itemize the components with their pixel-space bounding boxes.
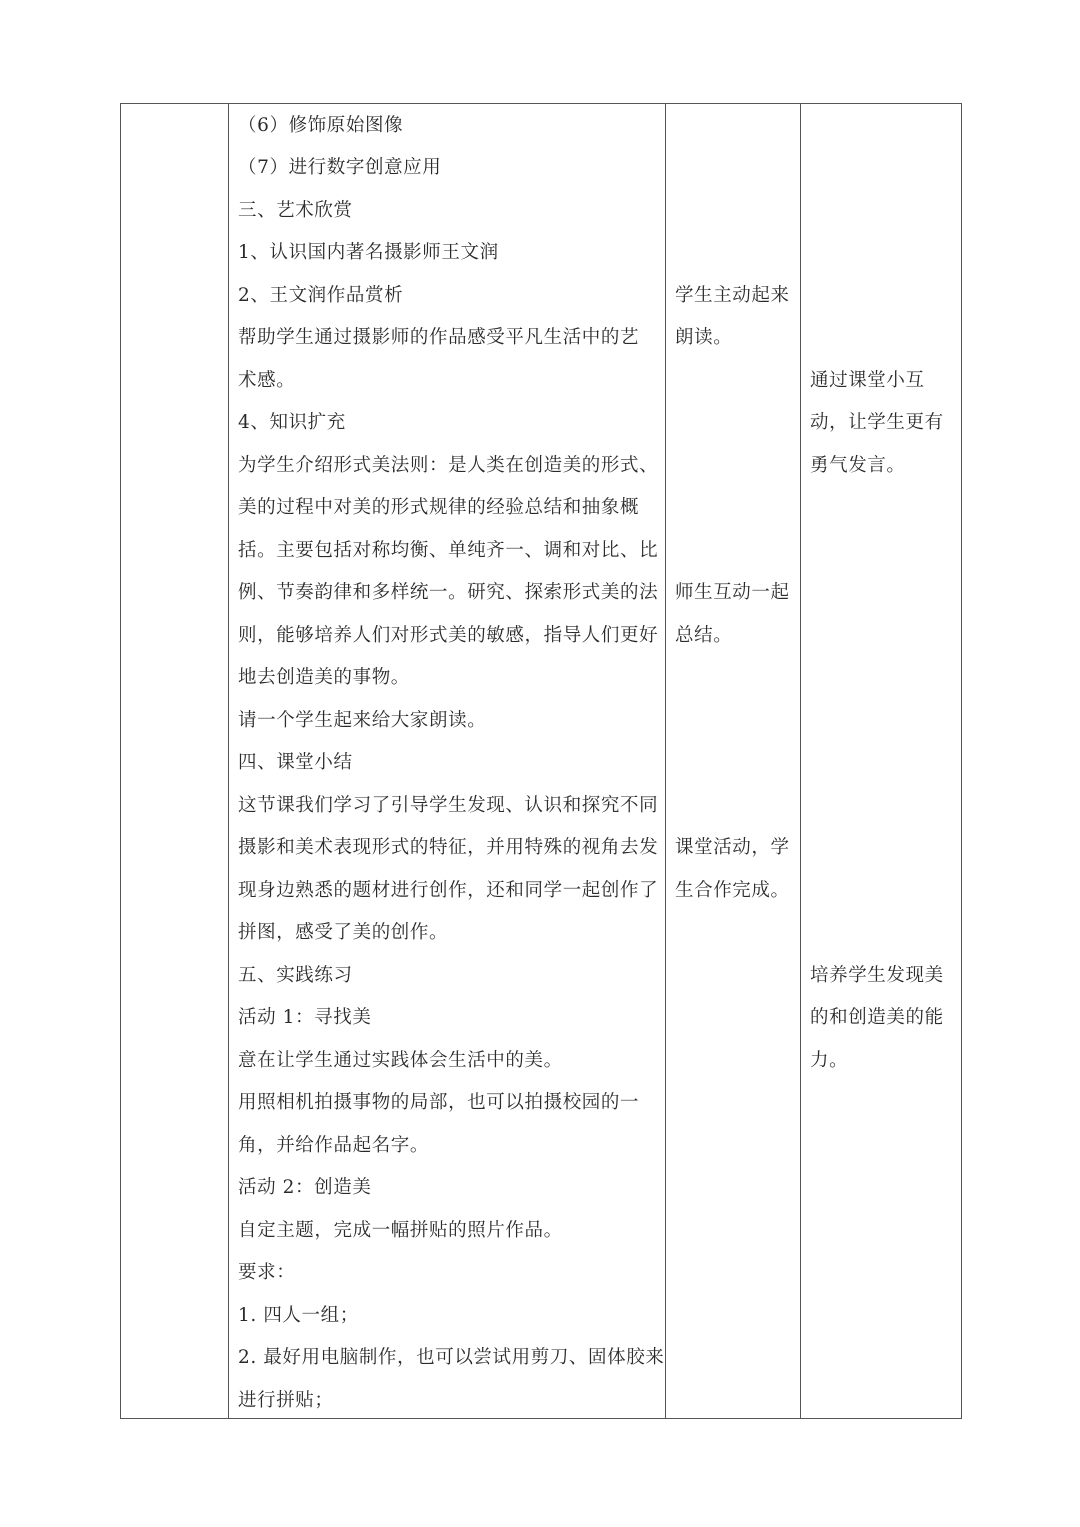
content-line: 4、知识扩充 [238, 412, 346, 433]
student-activity-line: 朗读。 [675, 327, 733, 348]
content-line: 要求： [238, 1262, 296, 1283]
content-line: 三、艺术欣赏 [238, 200, 353, 221]
content-line: 2. 最好用电脑制作，也可以尝试用剪刀、固体胶来 [238, 1347, 665, 1368]
content-line: 地去创造美的事物。 [238, 667, 410, 688]
content-line: 五、实践练习 [238, 965, 353, 986]
content-line: 这节课我们学习了引导学生发现、认识和探究不同 [238, 795, 659, 816]
content-line: 1、认识国内著名摄影师王文润 [238, 242, 499, 263]
design-intent-line: 勇气发言。 [810, 455, 906, 476]
content-line: 现身边熟悉的题材进行创作，还和同学一起创作了 [238, 880, 659, 901]
content-line: 则，能够培养人们对形式美的敏感，指导人们更好 [238, 625, 659, 646]
content-line: 拼图，感受了美的创作。 [238, 922, 449, 943]
content-line: 进行拼贴； [238, 1390, 334, 1411]
content-line: 请一个学生起来给大家朗读。 [238, 710, 487, 731]
lesson-plan-table [120, 103, 962, 1419]
content-line: 例、节奏韵律和多样统一。研究、探索形式美的法 [238, 582, 659, 603]
content-line: 角，并给作品起名字。 [238, 1135, 430, 1156]
content-line: 用照相机拍摄事物的局部，也可以拍摄校园的一 [238, 1092, 640, 1113]
design-intent-line: 的和创造美的能 [810, 1007, 944, 1028]
content-line: 帮助学生通过摄影师的作品感受平凡生活中的艺 [238, 327, 640, 348]
stage-column-cell [121, 104, 228, 1418]
content-line: 意在让学生通过实践体会生活中的美。 [238, 1050, 563, 1071]
content-line: 美的过程中对美的形式规律的经验总结和抽象概 [238, 497, 640, 518]
content-line: 1. 四人一组； [238, 1305, 359, 1326]
content-line: （6）修饰原始图像 [238, 115, 404, 136]
content-line: 四、课堂小结 [238, 752, 353, 773]
design-intent-cell [800, 104, 961, 1418]
content-line: 术感。 [238, 370, 296, 391]
student-activity-line: 总结。 [675, 625, 733, 646]
design-intent-line: 通过课堂小互 [810, 370, 925, 391]
content-line: 为学生介绍形式美法则：是人类在创造美的形式、 [238, 455, 659, 476]
student-activity-cell [665, 104, 800, 1418]
teaching-content-cell [228, 104, 665, 1418]
design-intent-line: 力。 [810, 1050, 849, 1071]
design-intent-line: 培养学生发现美 [810, 965, 944, 986]
content-line: 自定主题，完成一幅拼贴的照片作品。 [238, 1220, 563, 1241]
content-line: 2、王文润作品赏析 [238, 285, 404, 306]
student-activity-line: 学生主动起来 [675, 285, 790, 306]
content-line: （7）进行数字创意应用 [238, 157, 442, 178]
content-line: 活动 1：寻找美 [238, 1007, 372, 1028]
content-line: 摄影和美术表现形式的特征，并用特殊的视角去发 [238, 837, 659, 858]
student-activity-line: 师生互动一起 [675, 582, 790, 603]
student-activity-line: 生合作完成。 [675, 880, 790, 901]
design-intent-line: 动，让学生更有 [810, 412, 944, 433]
content-line: 活动 2：创造美 [238, 1177, 372, 1198]
content-line: 括。主要包括对称均衡、单纯齐一、调和对比、比 [238, 540, 659, 561]
student-activity-line: 课堂活动，学 [675, 837, 790, 858]
